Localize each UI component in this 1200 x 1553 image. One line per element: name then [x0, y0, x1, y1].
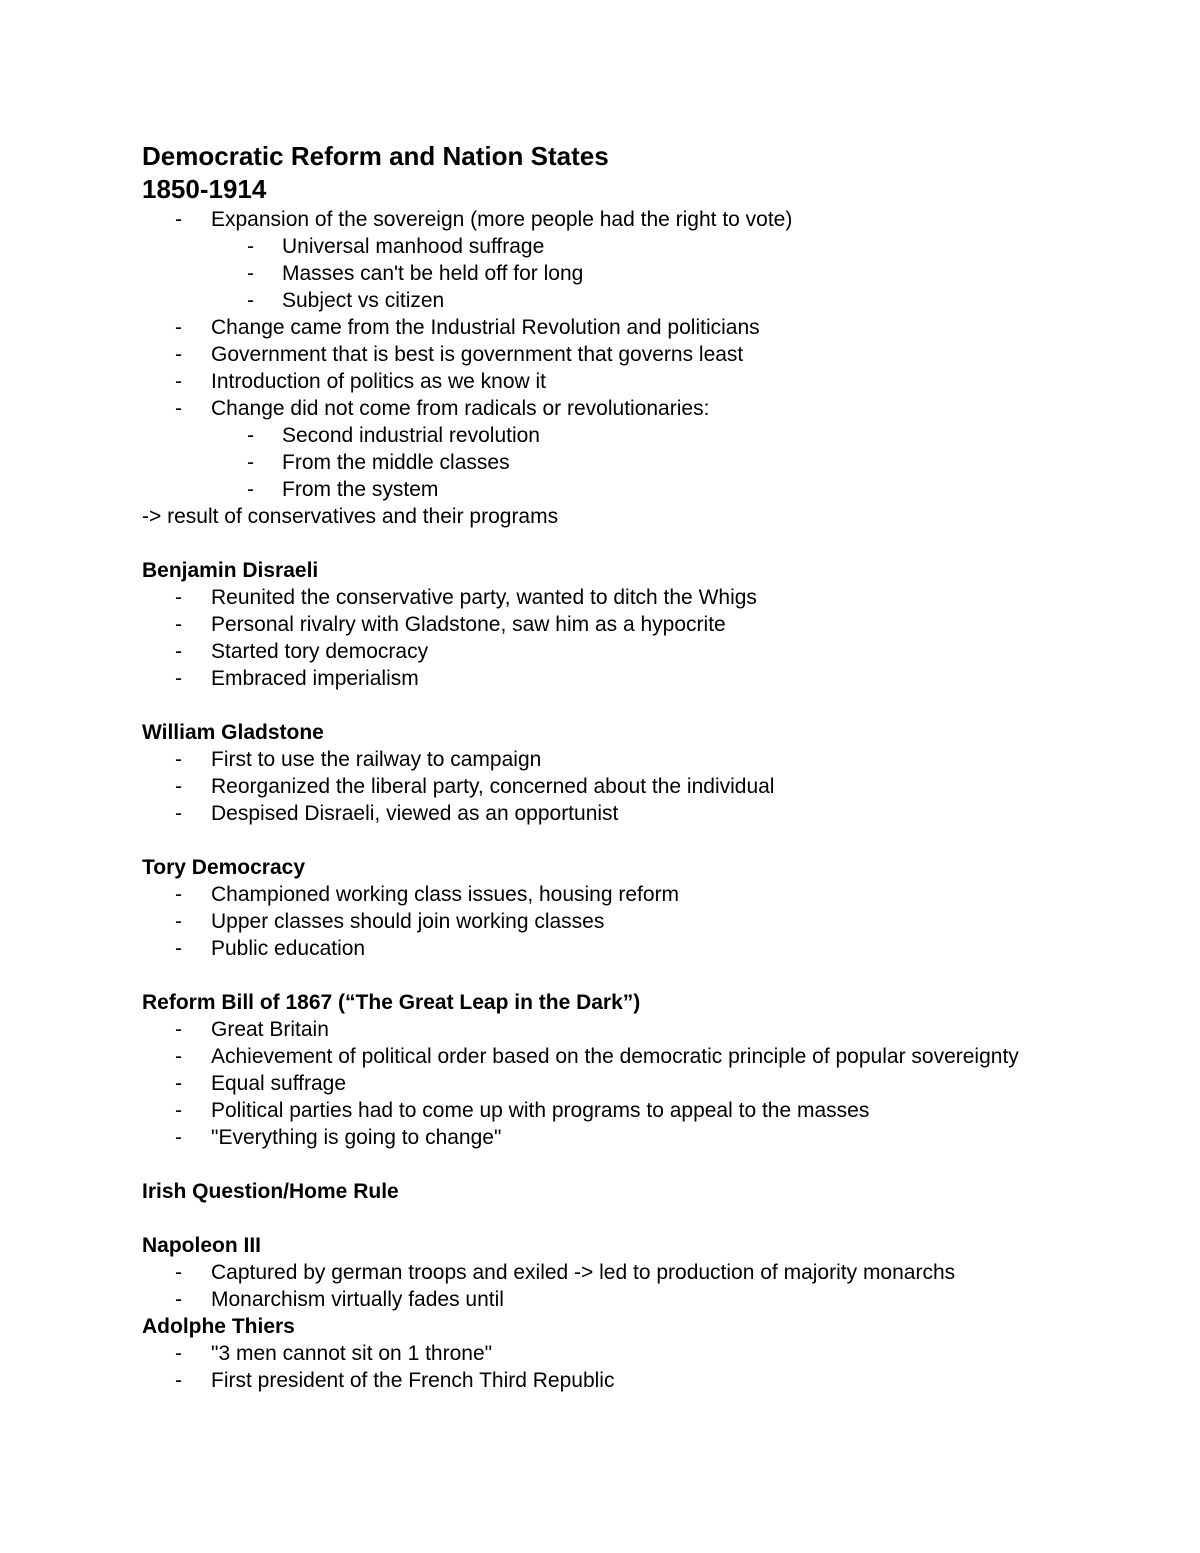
- section-heading-napoleon: Napoleon III: [142, 1234, 262, 1257]
- list-item: - Upper classes should join working classes: [175, 910, 605, 933]
- bullet-dash: -: [175, 775, 182, 798]
- list-item: - Universal manhood suffrage: [247, 235, 545, 258]
- section-heading-tory-democracy: Tory Democracy: [142, 856, 306, 879]
- bullet-dash: -: [247, 235, 254, 258]
- section-heading-reform-bill: Reform Bill of 1867 (“The Great Leap in the Dark”): [142, 991, 641, 1014]
- list-item: - Championed working class issues, housing reform: [175, 883, 680, 906]
- spacer: [142, 530, 1162, 557]
- document-date-range: 1850-1914: [142, 174, 267, 204]
- list-item: - Embraced imperialism: [175, 667, 419, 690]
- bullet-dash: -: [175, 1072, 182, 1095]
- bullet-dash: -: [175, 1261, 182, 1284]
- list-item: - Started tory democracy: [175, 640, 429, 663]
- bullet-dash: -: [175, 208, 182, 231]
- bullet-dash: -: [175, 1126, 182, 1149]
- section-heading-gladstone: William Gladstone: [142, 721, 324, 744]
- list-item: - Great Britain: [175, 1018, 329, 1041]
- bullet-dash: -: [175, 1369, 182, 1392]
- list-item: - "3 men cannot sit on 1 throne": [175, 1342, 493, 1365]
- section-heading-disraeli: Benjamin Disraeli: [142, 559, 319, 582]
- bullet-dash: -: [175, 586, 182, 609]
- bullet-dash: -: [247, 424, 254, 447]
- list-item: - Change did not come from radicals or revolutionaries:: [175, 397, 710, 420]
- bullet-dash: -: [175, 937, 182, 960]
- list-item: - Second industrial revolution: [247, 424, 540, 447]
- document-body: [142, 140, 1162, 1394]
- list-item: - First to use the railway to campaign: [175, 748, 542, 771]
- bullet-dash: -: [175, 1342, 182, 1365]
- list-item: - Change came from the Industrial Revolution and politicians: [175, 316, 760, 339]
- list-item: - Equal suffrage: [175, 1072, 347, 1095]
- list-item: - First president of the French Third Republic: [175, 1369, 615, 1392]
- spacer: [142, 962, 1162, 989]
- list-item: - Expansion of the sovereign (more people had the right to vote): [175, 208, 793, 231]
- spacer: [142, 1151, 1162, 1178]
- list-item: - Monarchism virtually fades until: [175, 1288, 504, 1311]
- list-item: - Masses can't be held off for long: [247, 262, 584, 285]
- list-item: - Reorganized the liberal party, concerned about the individual: [175, 775, 775, 798]
- list-item: - Captured by german troops and exiled -> led to production of majority monarchs: [175, 1261, 956, 1284]
- list-item: - Introduction of politics as we know it: [175, 370, 546, 393]
- list-item: - Subject vs citizen: [247, 289, 445, 312]
- bullet-dash: -: [175, 397, 182, 420]
- section-heading-thiers: Adolphe Thiers: [142, 1315, 295, 1338]
- bullet-dash: -: [175, 883, 182, 906]
- spacer: [142, 692, 1162, 719]
- bullet-dash: -: [175, 613, 182, 636]
- bullet-dash: -: [247, 262, 254, 285]
- list-item: - Achievement of political order based on the democratic principle of popular sovereignty: [175, 1045, 1019, 1068]
- bullet-dash: -: [175, 370, 182, 393]
- bullet-dash: -: [175, 343, 182, 366]
- bullet-dash: -: [175, 1018, 182, 1041]
- bullet-dash: -: [175, 802, 182, 825]
- list-item: - "Everything is going to change": [175, 1126, 502, 1149]
- list-item: - Public education: [175, 937, 366, 960]
- bullet-dash: -: [175, 640, 182, 663]
- bullet-dash: -: [175, 1288, 182, 1311]
- spacer: [142, 1205, 1162, 1232]
- bullet-dash: -: [175, 1045, 182, 1068]
- bullet-dash: -: [175, 1099, 182, 1122]
- bullet-dash: -: [175, 316, 182, 339]
- bullet-dash: -: [247, 478, 254, 501]
- list-item: - Despised Disraeli, viewed as an opportunist: [175, 802, 619, 825]
- list-item: - From the system: [247, 478, 439, 501]
- bullet-dash: -: [247, 289, 254, 312]
- intro-conclusion: -> result of conservatives and their programs: [142, 505, 559, 528]
- bullet-dash: -: [175, 667, 182, 690]
- document-title: Democratic Reform and Nation States: [142, 141, 609, 171]
- bullet-dash: -: [175, 748, 182, 771]
- list-item: - Personal rivalry with Gladstone, saw him as a hypocrite: [175, 613, 726, 636]
- spacer: [142, 827, 1162, 854]
- section-heading-irish-question: Irish Question/Home Rule: [142, 1180, 399, 1203]
- list-item: - Government that is best is government that governs least: [175, 343, 744, 366]
- list-item: - From the middle classes: [247, 451, 510, 474]
- bullet-dash: -: [175, 910, 182, 933]
- list-item: - Political parties had to come up with programs to appeal to the masses: [175, 1099, 870, 1122]
- bullet-dash: -: [247, 451, 254, 474]
- list-item: - Reunited the conservative party, wanted to ditch the Whigs: [175, 586, 757, 609]
